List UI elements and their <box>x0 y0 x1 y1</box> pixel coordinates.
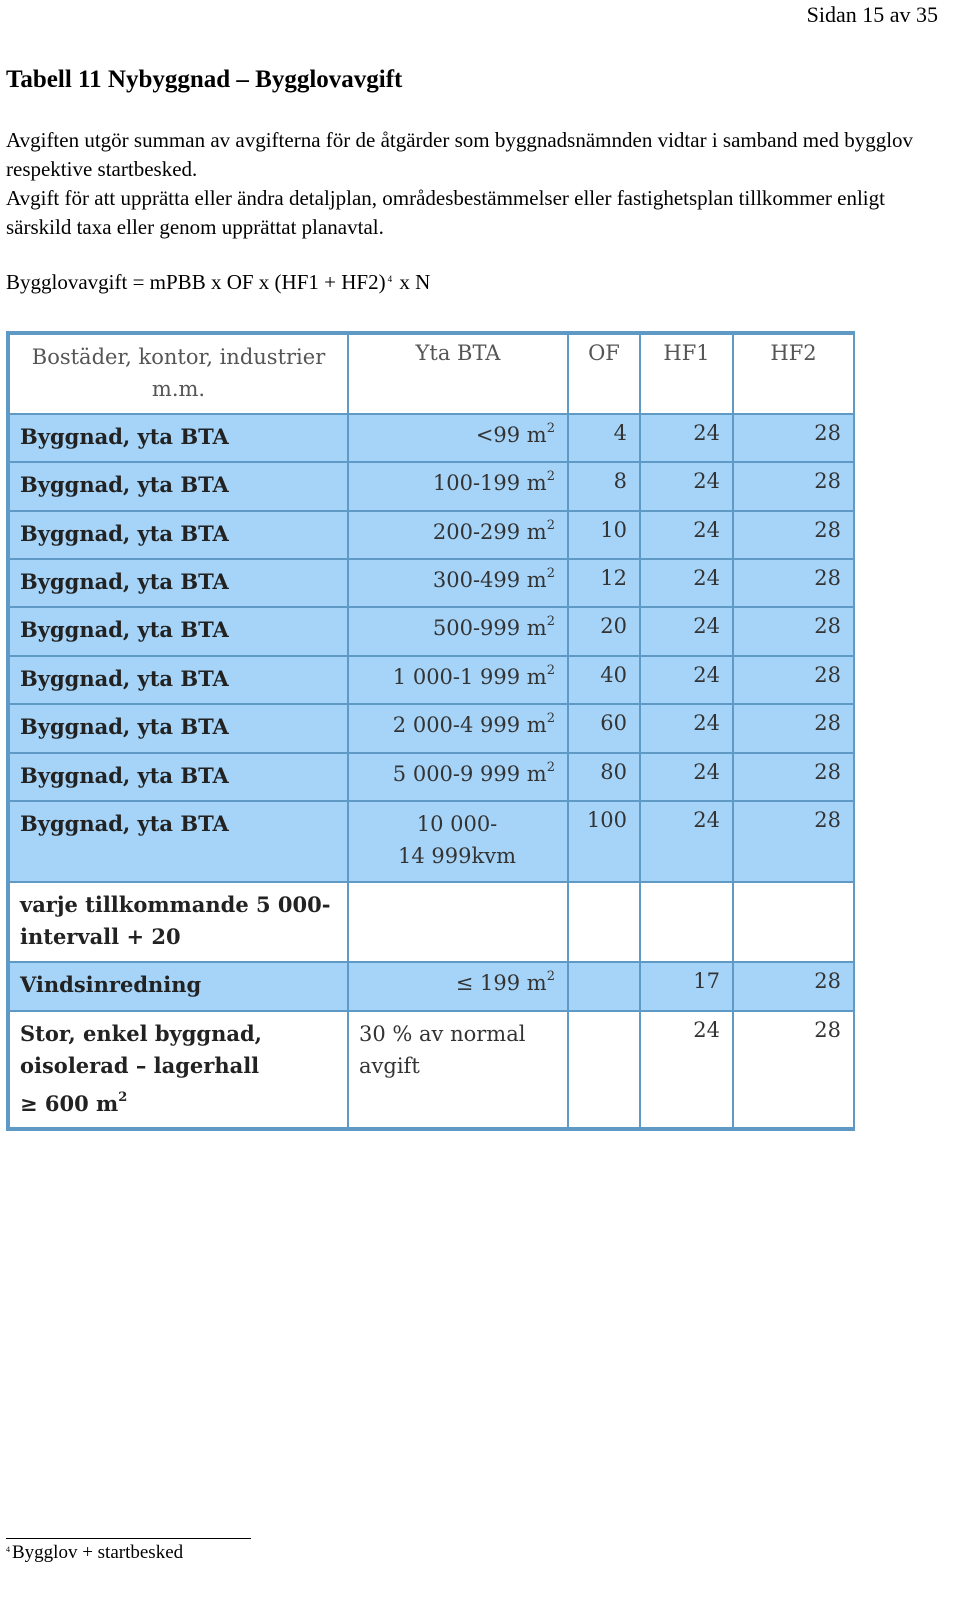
footnote-text: Bygglov + startbesked <box>12 1542 184 1563</box>
row-hf2: 28 <box>733 559 854 607</box>
row-hf2: 28 <box>733 607 854 655</box>
formula-tail: x N <box>394 270 431 294</box>
row-of <box>568 1011 640 1128</box>
row-label: Byggnad, yta BTA <box>9 607 348 655</box>
row-label: Byggnad, yta BTA <box>9 801 348 882</box>
row-area: 200-299 $m^2$ <box>348 511 568 559</box>
row-of: 20 <box>568 607 640 655</box>
row-area: ≤ 199 $m^2$ <box>348 962 568 1010</box>
row-of: 10 <box>568 511 640 559</box>
row-of: 80 <box>568 753 640 801</box>
row-hf1 <box>640 882 733 963</box>
table-row <box>9 656 854 704</box>
footnote <box>6 1542 183 1564</box>
row-hf2: 28 <box>733 414 854 462</box>
footnote-mark: 4 <box>6 1545 10 1554</box>
row-label: Byggnad, yta BTA <box>9 414 348 462</box>
row-hf2: 28 <box>733 1011 854 1128</box>
table-header-row <box>9 334 854 414</box>
table-row <box>9 801 854 882</box>
row-label: Byggnad, yta BTA <box>9 511 348 559</box>
table-row <box>9 753 854 801</box>
footnote-separator <box>6 1538 251 1539</box>
header-area: Yta BTA <box>348 334 568 414</box>
table-row <box>9 511 854 559</box>
row-label: Byggnad, yta BTA <box>9 704 348 752</box>
row-hf1: 24 <box>640 462 733 510</box>
footnote-reference: 4 <box>387 274 393 284</box>
fee-formula <box>6 270 430 295</box>
row-of: 40 <box>568 656 640 704</box>
page-number: Sidan 15 av 35 <box>806 2 938 27</box>
row-hf1: 24 <box>640 801 733 882</box>
fee-table-container <box>6 331 855 1131</box>
table-row <box>9 559 854 607</box>
table-row <box>9 607 854 655</box>
row-hf2: 28 <box>733 962 854 1010</box>
row-hf1: 24 <box>640 607 733 655</box>
row-hf2 <box>733 882 854 963</box>
row-hf2: 28 <box>733 462 854 510</box>
row-area: 10 000- 14 999kvm <box>348 801 568 882</box>
intro-paragraph <box>6 126 954 242</box>
row-label: Byggnad, yta BTA <box>9 559 348 607</box>
row-label: Byggnad, yta BTA <box>9 656 348 704</box>
row-hf2: 28 <box>733 801 854 882</box>
row-hf2: 28 <box>733 656 854 704</box>
row-hf1: 24 <box>640 656 733 704</box>
table-row <box>9 462 854 510</box>
row-area: 100-199 $m^2$ <box>348 462 568 510</box>
row-hf1: 24 <box>640 753 733 801</box>
fee-table <box>8 333 855 1129</box>
intro-line-2: Avgift för att upprätta eller ändra detaljplan, områdesbestämmelser eller fastighetsplan tillkommer enligt särskild taxa eller genom upprättat planavtal. <box>6 186 885 239</box>
row-area <box>348 882 568 963</box>
table-row <box>9 962 854 1010</box>
row-area: <99 $m^2$ <box>348 414 568 462</box>
header-hf2: HF2 <box>733 334 854 414</box>
row-hf1: 24 <box>640 414 733 462</box>
row-of <box>568 882 640 963</box>
table-row <box>9 882 854 963</box>
row-area: 300-499 $m^2$ <box>348 559 568 607</box>
row-area: 2 000-4 999 $m^2$ <box>348 704 568 752</box>
row-of: 60 <box>568 704 640 752</box>
table-row <box>9 414 854 462</box>
table-row <box>9 704 854 752</box>
intro-line-1: Avgiften utgör summan av avgifterna för de åtgärder som byggnadsnämnden vidtar i samband med bygglov respektive startbesked. <box>6 128 914 181</box>
table-title: Tabell 11 Nybyggnad – Bygglovavgift <box>6 66 403 93</box>
row-hf1: 24 <box>640 704 733 752</box>
row-area: 5 000-9 999 $m^2$ <box>348 753 568 801</box>
row-hf1: 17 <box>640 962 733 1010</box>
row-label: Byggnad, yta BTA <box>9 462 348 510</box>
header-hf1: HF1 <box>640 334 733 414</box>
row-hf2: 28 <box>733 511 854 559</box>
row-hf2: 28 <box>733 704 854 752</box>
formula-main: Bygglovavgift = mPBB x OF x (HF1 + HF2) <box>6 270 386 294</box>
row-of: 12 <box>568 559 640 607</box>
row-hf1: 24 <box>640 1011 733 1128</box>
row-of <box>568 962 640 1010</box>
row-hf1: 24 <box>640 559 733 607</box>
row-label: varje tillkommande 5 000- intervall + 20 <box>9 882 348 963</box>
row-of: 4 <box>568 414 640 462</box>
table-row <box>9 1011 854 1128</box>
row-area: 1 000-1 999 $m^2$ <box>348 656 568 704</box>
row-of: 100 <box>568 801 640 882</box>
row-label: Byggnad, yta BTA <box>9 753 348 801</box>
row-label: Stor, enkel byggnad, oisolerad – lagerhall ≥ 600 $m^2$ <box>9 1011 348 1128</box>
row-hf1: 24 <box>640 511 733 559</box>
row-area: 500-999 $m^2$ <box>348 607 568 655</box>
header-category: Bostäder, kontor, industrier m.m. <box>9 334 348 414</box>
row-of: 8 <box>568 462 640 510</box>
row-area: 30 % av normal avgift <box>348 1011 568 1128</box>
row-label: Vindsinredning <box>9 962 348 1010</box>
header-of: OF <box>568 334 640 414</box>
row-hf2: 28 <box>733 753 854 801</box>
